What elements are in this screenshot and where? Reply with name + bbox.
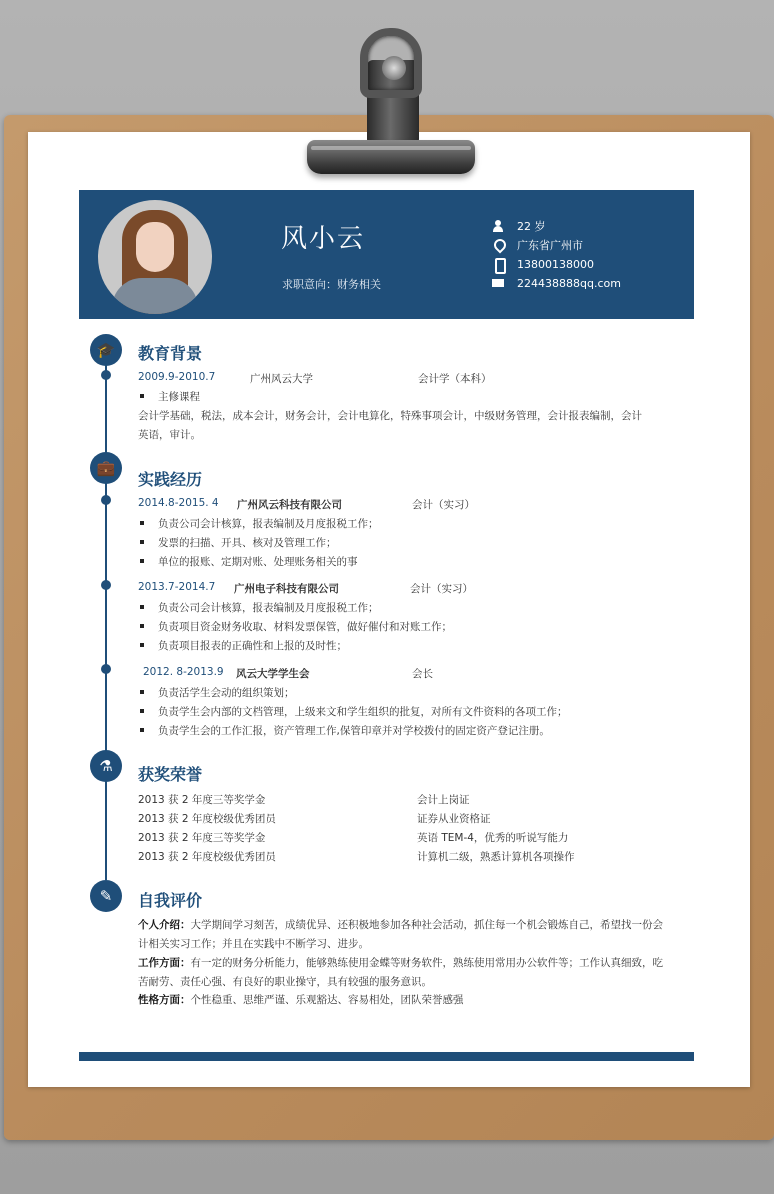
flask-icon: ⚗ [90,750,122,782]
section-title-awards: 获奖荣誉 [138,765,203,784]
avatar [98,200,212,314]
clip-rivet [382,56,406,80]
self-intro-text: 大学期间学习刻苦，成绩优异、还积极地参加各种社会活动，抓住每一个机会锻炼自己，希望找一份会计相关实习工作；并且在实践中不断学习、进步。 [138,919,663,950]
award-right: 证券从业资格证 [417,813,491,825]
exp-date: 2012. 8-2013.9 [143,666,224,678]
info-email [492,275,621,291]
exp-org: 广州风云科技有限公司 [237,499,342,511]
award-left: 2013 获 2 年度三等奖学金 [138,794,266,806]
person-icon [492,220,504,232]
info-age [492,218,546,234]
exp-org: 广州电子科技有限公司 [234,583,339,595]
edu-date: 2009.9-2010.7 [138,371,216,383]
phone-icon [492,258,504,270]
award-right: 英语 TEM-4，优秀的听说写能力 [417,832,569,844]
footer-bar [79,1052,694,1061]
exp-role: 会长 [412,668,433,680]
exp-bullet: 单位的报账、定期对账、处理账务相关的事 [140,554,358,569]
timeline-line [105,345,107,880]
self-intro-label: 个人介绍： [138,919,191,931]
self-character [138,991,663,1010]
exp-role: 会计（实习） [410,583,473,595]
info-phone [492,256,594,272]
award-left: 2013 获 2 年度校级优秀团员 [138,851,276,863]
self-char-text: 个性稳重、思维严谨、乐观豁达、容易相处，团队荣誉感强 [190,994,464,1006]
mail-icon [492,277,504,289]
award-left: 2013 获 2 年度三等奖学金 [138,832,266,844]
section-title-education: 教育背景 [138,344,203,363]
self-intro [138,916,663,954]
exp-date: 2013.7-2014.7 [138,581,216,593]
award-right: 计算机二级，熟悉计算机各项操作 [417,851,575,863]
self-work-label: 工作方面： [138,957,191,969]
exp-bullet: 负责学生会的工作汇报，资产管理工作,保管印章并对学校拨付的固定资产登记注册。 [140,723,550,738]
resume-header [79,190,694,319]
exp-bullet: 负责学生会内部的文档管理，上级来文和学生组织的批复，对所有文件资料的各项工作； [140,704,568,719]
timeline-dot [101,370,111,380]
graduation-cap-icon: 🎓 [90,334,122,366]
exp-bullet: 负责项目资金财务收取、材料发票保管，做好催付和对账工作； [140,619,452,634]
exp-org: 风云大学学生会 [236,668,310,680]
edu-major: 会计学（本科） [418,373,492,385]
self-work [138,954,663,992]
edu-courses-line2: 英语，审计。 [138,429,201,441]
job-intent: 求职意向：财务相关 [282,278,381,291]
info-location [492,237,583,253]
exp-bullet: 负责项目报表的正确性和上报的及时性； [140,638,347,653]
section-title-practice: 实践经历 [138,470,203,489]
exp-bullet: 负责公司会计核算，报表编制及月度报税工作； [140,600,379,615]
exp-bullet: 负责公司会计核算，报表编制及月度报税工作； [140,516,379,531]
edu-course-label: 主修课程 [140,389,200,404]
award-left: 2013 获 2 年度校级优秀团员 [138,813,276,825]
clip-base [307,140,475,174]
self-char-label: 性格方面： [138,994,191,1006]
location-pin-icon [492,239,504,251]
exp-date: 2014.8-2015. 4 [138,497,219,509]
award-right: 会计上岗证 [417,794,470,806]
timeline-dot [101,495,111,505]
pencil-icon: ✎ [90,880,122,912]
edu-school: 广州风云大学 [250,373,313,385]
exp-bullet: 负责活学生会动的组织策划； [140,685,295,700]
age-text: 22 岁 [517,220,546,233]
briefcase-icon: 💼 [90,452,122,484]
self-work-text: 有一定的财务分析能力，能够熟练使用金蝶等财务软件，熟练使用常用办公软件等；工作认真细致，吃苦耐劳、责任心强、有良好的职业操守，具有较强的服务意识。 [138,957,663,988]
phone-text: 13800138000 [517,257,594,271]
section-title-self: 自我评价 [138,891,203,910]
exp-bullet: 发票的扫描、开具、核对及管理工作； [140,535,337,550]
exp-role: 会计（实习） [412,499,475,511]
timeline-dot [101,664,111,674]
candidate-name: 风小云 [281,224,366,254]
location-text: 广东省广州市 [517,239,583,252]
email-text: 224438888qq.com [517,276,621,290]
edu-courses-line1: 会计学基础，税法，成本会计，财务会计，会计电算化，特殊事项会计，中级财务管理，会计报表编制，会计 [138,410,642,422]
timeline-dot [101,580,111,590]
